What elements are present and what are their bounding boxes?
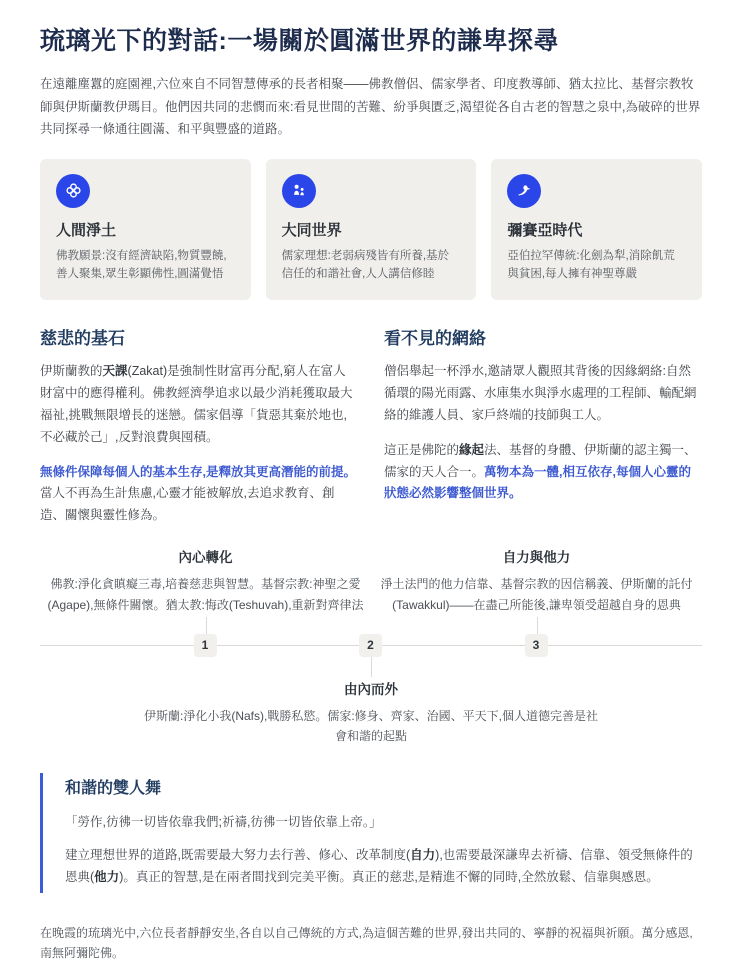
card-pure-land [40,159,251,300]
timeline-block-self-other-power [371,546,702,615]
timeline-section [40,546,702,747]
timeline-tick [537,617,538,634]
section-heading: 看不見的網絡 [384,329,486,348]
people-community-icon [282,174,316,208]
card-messianic-age [491,159,702,300]
timeline-tick [371,657,372,677]
card-description: 儒家理想:老弱病殘皆有所養,基於信任的和諧社會,人人講信修睦 [281,249,450,281]
callout-quote: 「勞作,彷彿一切皆依靠我們;祈禱,彷彿一切皆依靠上帝。」 [65,814,382,829]
timeline-block-inner-transformation [40,546,371,615]
paragraph: 僧侶舉起一杯淨水,邀請眾人觀照其背後的因緣網絡:自然循環的陽光雨露、水庫集水與淨水處理的工程師、輸配網絡的維護人員、家戶終端的技師與工人。 [384,364,697,422]
paragraph: 伊斯蘭教的天課(Zakat)是強制性財富再分配,窮人在富人財富中的應得權利。佛教經濟學追求以最少消耗獲取最大福祉,挑戰無限增長的迷戀。儒家倡導「貨惡其棄於地也,不必藏於己」,反對浪費與囤積。 [40,364,353,444]
page-title: 琉璃光下的對話:一場關於圓滿世界的謙卑探尋 [40,27,559,55]
card-description: 亞伯拉罕傳統:化劍為犁,消除飢荒與貧困,每人擁有神聖尊嚴 [507,249,675,281]
vision-cards-row [40,159,702,300]
column-compassion-foundation [40,324,358,540]
paragraph: 無條件保障每個人的基本生存,是釋放其更高潛能的前提。當人不再為生計焦慮,心靈才能被解放,去追求教育、創造、關懷與靈性修為。 [40,464,356,523]
intro-paragraph: 在遠離塵囂的庭園裡,六位來自不同智慧傳承的長者相聚——佛教僧侶、儒家學者、印度教導師、猶太拉比、基督宗教牧師與伊斯蘭教伊瑪目。他們因共同的悲憫而來:看見世間的苦難、紛爭與匱乏,渴望從各自古老的智慧之泉中,為破碎的世界共同探尋一條通往圓滿、和平與豐盛的道路。 [40,77,701,137]
closing-paragraph: 在晚霞的琉璃光中,六位長者靜靜安坐,各自以自己傳統的方式,為這個苦難的世界,發出共同的、寧靜的祝福與祈願。萬分感恩,南無阿彌陀佛。 [40,925,693,961]
timeline-block-heading: 自力與他力 [502,550,571,566]
timeline-upper-blocks [40,546,702,615]
card-title: 人間淨土 [56,221,117,239]
paragraph: 這正是佛陀的緣起法、基督的身體、伊斯蘭的認主獨一、儒家的天人合一。萬物本為一體,相互依存,每個人心靈的狀態必然影響整個世界。 [384,442,697,501]
section-heading: 慈悲的基石 [40,329,125,348]
timeline-track [40,629,702,675]
harmony-callout [40,773,702,893]
card-title: 大同世界 [281,221,342,239]
timeline-tick [206,617,207,634]
card-title: 彌賽亞時代 [507,221,583,239]
timeline-block-inside-out [40,678,702,747]
timeline-block-text: 佛教:淨化貪瞋癡三毒,培養慈悲與智慧。基督宗教:神聖之愛(Agape),無條件關懷。猶太教:悔改(Teshuvah),重新對齊律法 [47,577,364,612]
callout-body: 建立理想世界的道路,既需要最大努力去行善、修心、改革制度(自力),也需要最深謙卑去祈禱、信靠、領受無條件的恩典(他力)。真正的智慧,是在兩者間找到完美平衡。真正的慈悲,是精進不懈的同時,全然放鬆、信靠與感恩。 [65,847,693,885]
timeline-block-heading: 內心轉化 [178,550,233,566]
timeline-marker-1: 1 [194,634,217,657]
card-great-unity [266,159,477,300]
column-invisible-network [384,324,702,540]
card-description: 佛教願景:沒有經濟缺陷,物質豐饒,善人聚集,眾生彰顯佛性,圓滿覺悟 [56,249,227,281]
two-column-section [40,324,702,540]
callout-heading: 和諧的雙人舞 [65,779,162,797]
lotus-flower-icon [56,174,90,208]
timeline-block-text: 伊斯蘭:淨化小我(Nafs),戰勝私慾。儒家:修身、齊家、治國、平天下,個人道德完善是社會和諧的起點 [143,708,598,744]
timeline-marker-3: 3 [525,634,548,657]
timeline-block-text: 淨土法門的他力信靠、基督宗教的因信稱義、伊斯蘭的託付(Tawakkul)——在盡己所能後,謙卑領受超越自身的恩典 [380,577,693,612]
timeline-block-heading: 由內而外 [344,681,398,697]
timeline-marker-2: 2 [359,634,382,657]
dove-icon [507,174,541,208]
